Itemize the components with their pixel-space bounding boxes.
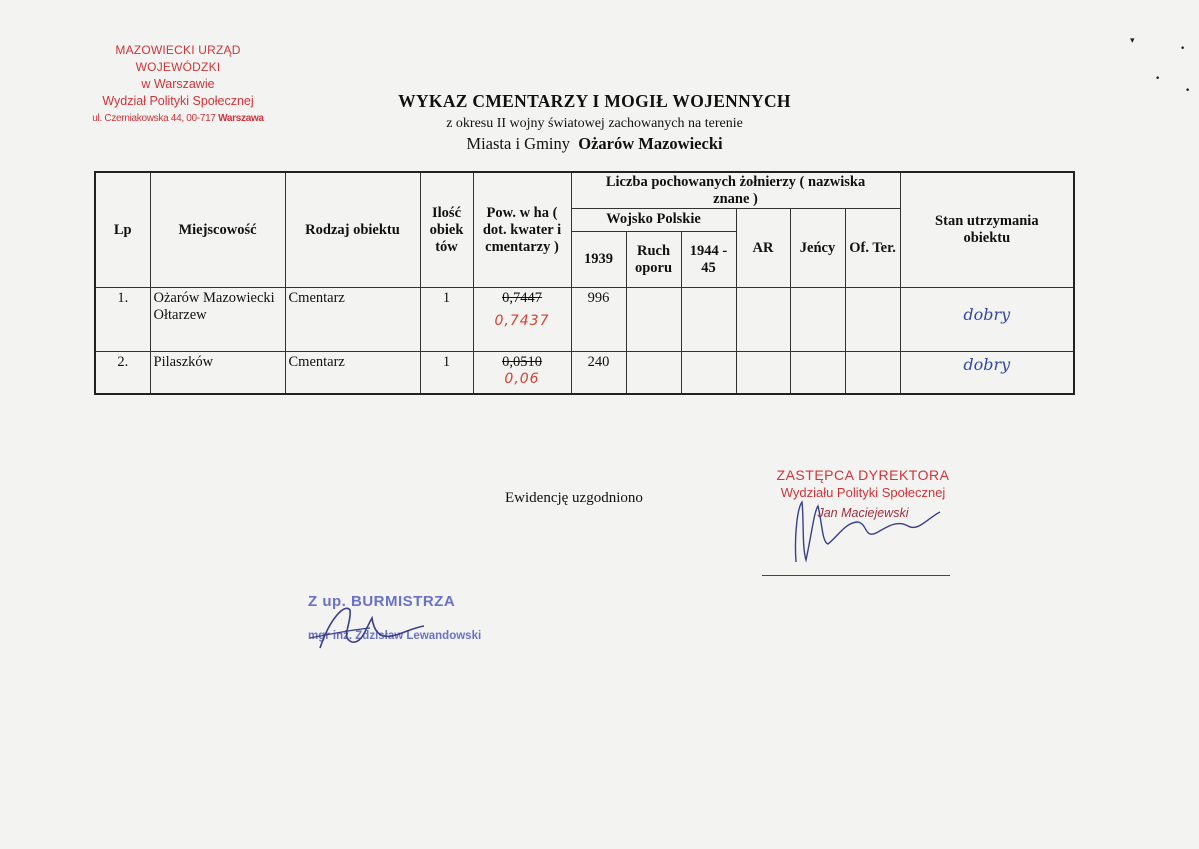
cell-pow xyxy=(790,288,845,352)
cell-type: Cmentarz xyxy=(285,288,420,352)
municipality-prefix: Miasta i Gminy xyxy=(466,134,570,153)
document-title: WYKAZ CMENTARZY I MOGIŁ WOJENNYCH xyxy=(398,91,791,111)
header-count: Ilość obiek tów xyxy=(420,172,473,288)
header-1939: 1939 xyxy=(571,231,626,288)
cell-lp: 2. xyxy=(95,352,150,394)
cell-count: 1 xyxy=(420,352,473,394)
header-place: Miejscowość xyxy=(150,172,285,288)
cell-1944 xyxy=(681,352,736,394)
cemetery-register-table xyxy=(94,171,1075,395)
cell-1939: 240 xyxy=(571,352,626,394)
header-pow: Jeńcy xyxy=(790,209,845,288)
municipality-name: Ożarów Mazowiecki xyxy=(578,134,723,153)
header-area: Pow. w ha ( dot. kwater i cmentarzy ) xyxy=(473,172,571,288)
office-stamp xyxy=(78,42,278,127)
header-resistance: Ruch oporu xyxy=(626,231,681,288)
cell-lp: 1. xyxy=(95,288,150,352)
condition-handwritten: dobry xyxy=(963,355,1011,375)
area-corrected-value: 0,06 xyxy=(504,371,540,388)
cell-place: Ożarów Mazowiecki Ołtarzew xyxy=(150,288,285,352)
cell-area xyxy=(473,288,571,352)
stamp-right-name: Jan Maciejewski xyxy=(817,506,909,520)
header-lp: Lp xyxy=(95,172,150,288)
municipality-line xyxy=(0,134,1194,154)
header-1944: 1944 - 45 xyxy=(681,231,736,288)
agreement-note: Ewidencję uzgodniono xyxy=(505,490,643,506)
header-condition: Stan utrzymania obiektu xyxy=(900,172,1074,288)
cell-count: 1 xyxy=(420,288,473,352)
header-ar: AR xyxy=(736,209,790,288)
cell-area xyxy=(473,352,571,394)
area-struck-value: 0,0510 xyxy=(502,354,542,371)
cell-ar xyxy=(736,288,790,352)
condition-handwritten: dobry xyxy=(963,305,1011,325)
cell-pow xyxy=(790,352,845,394)
header-type: Rodzaj obiektu xyxy=(285,172,420,288)
area-corrected-value: 0,7437 xyxy=(494,313,550,330)
signature-scribble-left xyxy=(300,598,430,658)
stamp-line-city: w Warszawie xyxy=(141,77,215,91)
table-row xyxy=(95,288,1074,352)
signature-scribble-right xyxy=(788,492,948,572)
stamp-right-position: ZASTĘPCA DYREKTORA xyxy=(776,467,950,483)
header-terror: Of. Ter. xyxy=(845,209,900,288)
header-polish-army: Wojsko Polskie xyxy=(571,209,736,232)
document-subtitle: z okresu II wojny światowej zachowanych na terenie xyxy=(446,116,743,131)
cell-1944 xyxy=(681,288,736,352)
stamp-left-name: mgr inż. Zdzisław Lewandowski xyxy=(308,630,482,642)
stamp-line-department: Wydział Polityki Społecznej xyxy=(102,94,254,108)
stamp-left-authority: Z up. BURMISTRZA xyxy=(308,593,456,610)
header-buried: Liczba pochowanych żołnierzy ( nazwiska znane ) xyxy=(571,172,900,209)
stamp-line-office: MAZOWIECKI URZĄD WOJEWÓDZKI xyxy=(115,43,241,74)
scan-speck: • xyxy=(1155,74,1161,84)
cell-terror xyxy=(845,288,900,352)
cell-1939: 996 xyxy=(571,288,626,352)
cell-condition xyxy=(900,288,1074,352)
signature-line xyxy=(762,575,950,576)
cell-place: Pilaszków xyxy=(150,352,285,394)
cell-resistance xyxy=(626,352,681,394)
cell-type: Cmentarz xyxy=(285,352,420,394)
cell-ar xyxy=(736,352,790,394)
scan-speck: ▾ xyxy=(1130,36,1135,46)
area-struck-value: 0,7447 xyxy=(502,290,542,307)
cell-terror xyxy=(845,352,900,394)
table-row xyxy=(95,352,1074,394)
stamp-right-department: Wydziału Polityki Społecznej xyxy=(780,485,946,500)
cell-condition xyxy=(900,352,1074,394)
scan-speck: • xyxy=(1180,44,1186,54)
cell-resistance xyxy=(626,288,681,352)
scan-speck: • xyxy=(1185,86,1191,96)
stamp-line-address: ul. Czerniakowska 44, 00-717 Warszawa xyxy=(92,113,264,124)
